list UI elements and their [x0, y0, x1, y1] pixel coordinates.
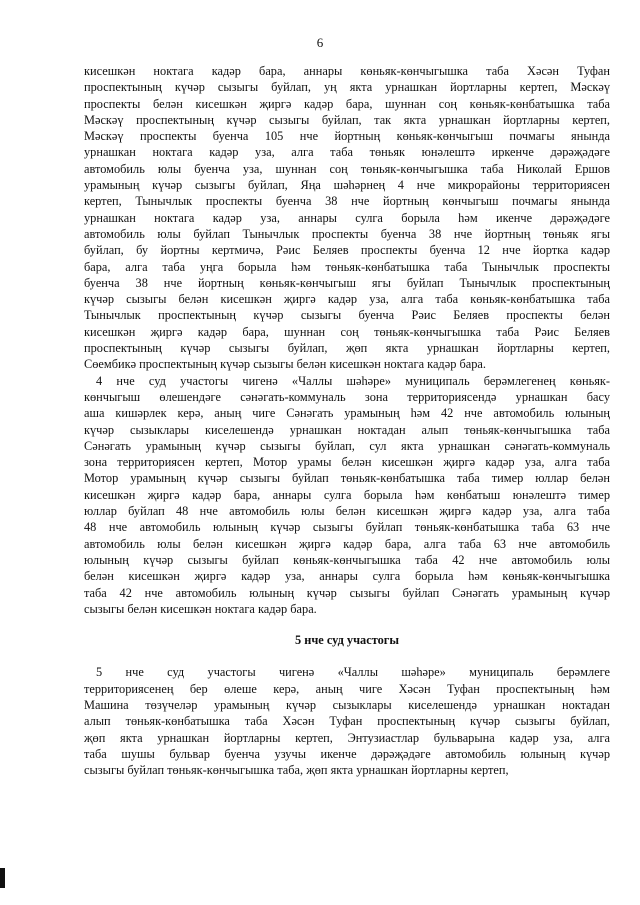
text-line: Мәскәү проспекты буенча 105 нче йортның көньяк-көнчыгыш почмагы янында	[84, 129, 610, 144]
text-line: урамының күчәр сызыгы буйлап, Яңа шәһәрнең 4 нче микрорайоны территориясен	[84, 178, 610, 193]
text-line: җөп якта урнашкан йортларны кертеп, Энтузиастлар бульварына кадәр уза, алга	[84, 730, 610, 745]
text-line: таба шушы бульвар буенча узучы икенче дәрәҗәдәге автомобиль юлының күчәр	[84, 746, 610, 761]
text-line: сызыгы буйлап төньяк-көнчыгышка таба, җөп якта урнашкан йортларны кертеп,	[84, 763, 509, 778]
paragraph-boundary-continuation	[84, 63, 610, 373]
text-line: урнашкан ноктага кадәр уза, алга таба төньяк юнәлештә иркенче дәрәҗәдәге	[84, 145, 610, 160]
text-line: автомобиль юлы белән кисешкән җиргә кадәр бара, алга таба 63 нче автомобиль	[84, 536, 610, 551]
section-heading-5: 5 нче суд участогы	[294, 633, 400, 648]
text-line: Машина төзүчеләр урамының күчәр сызыклары киселешендә урнашкан ноктадан	[84, 697, 610, 712]
text-line: кисешкән ноктага кадәр бара, аннары көньяк-көнчыгышка таба Хәсән Туфан	[84, 64, 610, 78]
paragraph-section-4-description	[84, 373, 610, 617]
text-line: автомобиль юлы буенча уза, шуннан соң төньяк-көнчыгышка таба Николай Ершов	[84, 161, 610, 176]
page-number: 6	[316, 35, 324, 50]
text-line: белән кисешкән җиргә кадәр уза, аннары сулга борыла һәм көньяк-көнчыгышка	[84, 569, 610, 584]
text-line: Сәнәгать урамының күчәр сызыгы буйлап, сул якта урнашкан сәнәгать-коммуналь	[84, 438, 610, 453]
text-line: юллар буйлап 48 нче автомобиль юлы белән кисешкән җиргә кадәр уза, алга таба	[84, 504, 610, 519]
text-line: проспектының күчәр сызыгы буйлап, уң якта урнашкан йортларны кертеп, Мәскәү	[84, 80, 610, 95]
text-line: территориясенең бер өлеше керә, аның чиге Хәсән Туфан проспектының һәм	[84, 681, 610, 696]
paragraph-section-5-description	[84, 664, 610, 778]
text-line: буенча 38 нче йортның көньяк-көнчыгыш ягы буйлап Тынычлык проспектының	[84, 275, 610, 290]
text-line: 4 нче суд участогы чигенә «Чаллы шәһәре» муниципаль берәмлегенең көньяк-	[96, 373, 610, 388]
text-line: автомобиль юлы буйлап Тынычлык проспекты буенча 38 нче йортның төньяк ягы	[84, 226, 610, 241]
text-line: буйлап, бу йортны кертмичә, Рәис Беляев проспекты буенча 12 нче йортка кадәр	[84, 243, 610, 258]
scan-edge-mark	[0, 868, 5, 888]
text-line: юлының күчәр сызыгы буйлап көньяк-көнчыгышка таба 42 нче автомобиль юлы	[84, 552, 610, 567]
text-line: кертеп, Тынычлык проспекты буенча 38 нче йортның көнчыгыш почмагы янында	[84, 194, 610, 209]
text-line: аша кишәрлек керә, аның чиге Сәнәгать урамының һәм 42 нче автомобиль юлының	[84, 406, 610, 421]
text-line: сызыгы белән кисешкән ноктага кадәр бара.	[84, 601, 317, 616]
text-line: бара, алга таба уңга борыла һәм төньяк-көнбатышка таба Тынычлык проспекты	[84, 259, 610, 274]
text-line: күчәр сызыклары киселешендә урнашкан ноктадан алып төньяк-көнчыгышка таба	[84, 422, 610, 437]
text-line: Сөембикә проспектының күчәр сызыгы белән кисешкән ноктага кадәр бара.	[84, 357, 486, 372]
text-line: алып төньяк-көнбатышка таба Хәсән Туфан проспектының күчәр сызыгы буйлап,	[84, 714, 610, 729]
text-line: кисешкән җиргә кадәр бара, шуннан соң төньяк-көнчыгышка таба Рәис Беляев	[84, 324, 610, 339]
text-line: зона территориясен кертеп, Мотор урамы белән кисешкән җиргә кадәр уза, алга таба	[84, 455, 610, 470]
text-line: Мотор урамының күчәр сызыгы буйлап төньяк-көнбатышка таба тимер юллар белән	[84, 471, 610, 486]
text-line: 5 нче суд участогы чигенә «Чаллы шәһәре» муниципаль берәмлеге	[96, 665, 610, 680]
text-line: кисешкән җиргә кадәр бара, аннары сулга борыла һәм көнбатыш юнәлештә тимер	[84, 487, 610, 502]
document-body	[84, 63, 610, 778]
text-line: 48 нче автомобиль юлының күчәр сызыгы буйлап төньяк-көнбатышка таба 63 нче	[84, 520, 610, 535]
text-line: урнашкан ноктага кадәр уза, аннары сулга борыла һәм икенче дәрәҗәдәге	[84, 210, 610, 225]
text-line: проспекты белән кисешкән җиргә кадәр бара, шуннан соң көньяк-көнбатышка таба	[84, 96, 610, 111]
text-line: көнчыгыш өлешендәге сәнәгать-коммуналь зона территориясендә урнашкан басу	[84, 389, 610, 404]
text-line: проспектының күчәр сызыгы буйлап, җөп якта урнашкан йортларны кертеп,	[84, 341, 610, 356]
text-line: Тынычлык проспектының күчәр сызыгы буенча Рәис Беляев проспекты белән	[84, 308, 610, 323]
text-line: күчәр сызыгы белән кисешкән җиргә кадәр уза, алга таба көньяк-көнбатышка таба	[84, 292, 610, 307]
text-line: Мәскәү проспектының күчәр сызыгы буйлап, так якта урнашкан йортларны кертеп,	[84, 112, 610, 127]
text-line: таба 42 нче автомобиль юлының күчәр сызыгы буйлап Сәнәгать урамының күчәр	[84, 585, 610, 600]
